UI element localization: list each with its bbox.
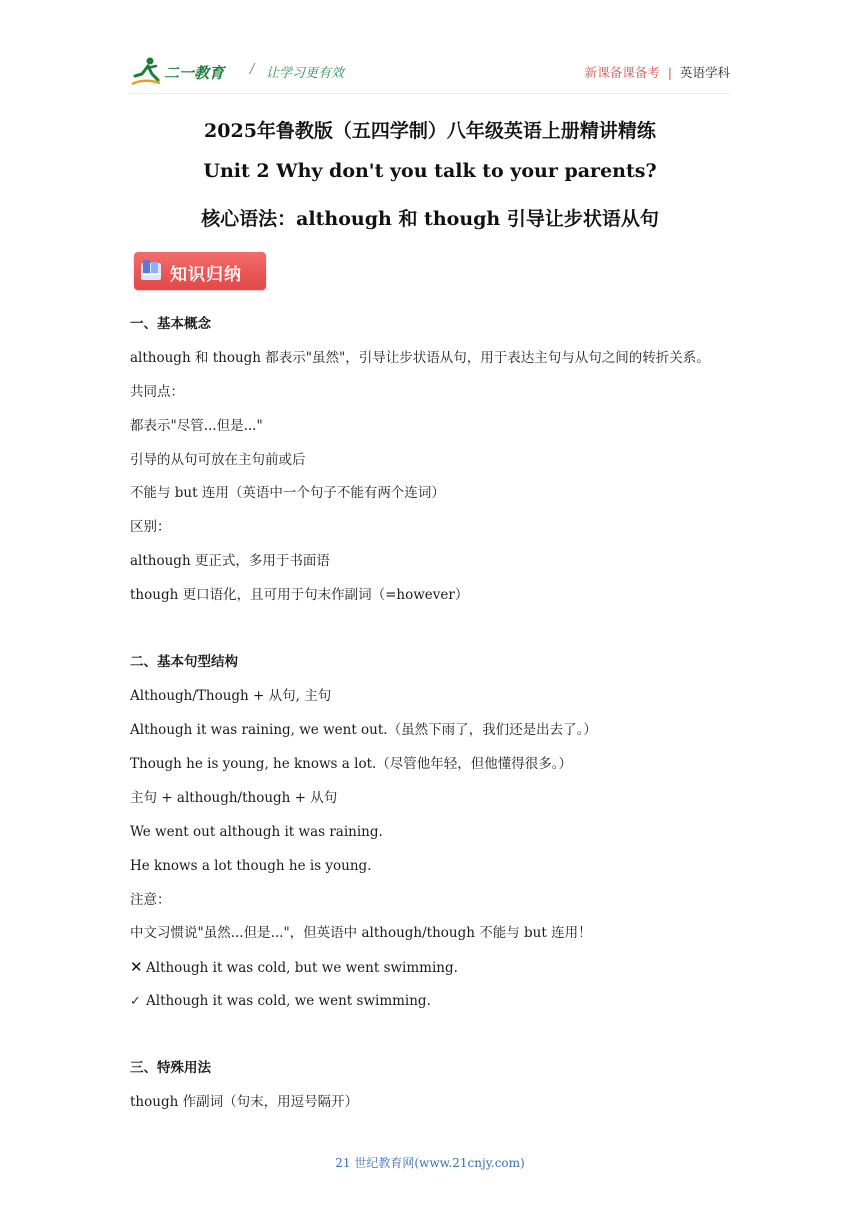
section3-heading: 三、特殊用法 [130, 1060, 211, 1076]
cross-icon: ✕ [130, 958, 143, 976]
section1-line: 不能与 but 连用（英语中一个句子不能有两个连词） [130, 485, 445, 501]
runner-icon [130, 56, 162, 88]
right-example [130, 992, 431, 1011]
section2-line: Though he is young, he knows a lot.（尽管他年轻，但他懂得很多。） [130, 756, 573, 772]
book-icon [140, 258, 162, 282]
section2-line: 主句 + although/though + 从句 [130, 790, 338, 806]
header-tag-primary: 新课备课备考 [584, 65, 660, 80]
header-separator: | [667, 65, 672, 80]
header-divider [130, 93, 730, 94]
section1-line: 引导的从句可放在主句前或后 [130, 452, 306, 468]
section2-line: 注意： [130, 892, 171, 908]
grammar-title: 核心语法：although 和 though 引导让步状语从句 [201, 208, 659, 230]
slogan: 让学习更有效 [266, 66, 345, 81]
header-tag-secondary: 英语学科 [679, 65, 730, 80]
section1-heading: 一、基本概念 [130, 316, 211, 332]
section3-line: though 作副词（句末，用逗号隔开） [130, 1094, 359, 1110]
header-slash: / [250, 62, 255, 77]
section1-line: 共同点： [130, 384, 184, 400]
check-icon: ✓ [130, 994, 141, 1009]
right-example-text: Although it was cold, we went swimming. [146, 993, 431, 1009]
page-footer: 21 世纪教育网(www.21cnjy.com) [335, 1156, 525, 1170]
unit-title: Unit 2 Why don't you talk to your parents? [203, 160, 657, 182]
section2-line: We went out although it was raining. [130, 824, 383, 840]
page-header [130, 54, 730, 94]
section1-line: though 更口语化，且可用于句末作副词（=however） [130, 587, 469, 603]
badge-label: 知识归纳 [170, 265, 242, 285]
header-right [585, 63, 730, 81]
section2-line: Although it was raining, we went out.（虽然下雨了，我们还是出去了。） [130, 722, 597, 738]
section1-line: although 更正式，多用于书面语 [130, 553, 330, 569]
section2-line: Although/Though + 从句, 主句 [130, 688, 332, 704]
section1-line: although 和 though 都表示"虽然"，引导让步状语从句，用于表达主句与从句之间的转折关系。 [130, 350, 710, 366]
logo [130, 56, 240, 90]
section2-line: 中文习惯说"虽然...但是..."，但英语中 although/though 不能与 but 连用！ [130, 925, 592, 941]
section1-line: 都表示"尽管...但是..." [130, 418, 263, 434]
section2-line: He knows a lot though he is young. [130, 858, 372, 874]
wrong-example [130, 958, 458, 977]
section1-line: 区别： [130, 519, 171, 535]
logo-text: 二一教育 [164, 64, 225, 82]
section2-heading: 二、基本句型结构 [130, 654, 238, 670]
page-title: 2025年鲁教版（五四学制）八年级英语上册精讲精练 [204, 120, 656, 142]
wrong-example-text: Although it was cold, but we went swimming. [146, 960, 458, 976]
knowledge-summary-badge [134, 252, 266, 290]
